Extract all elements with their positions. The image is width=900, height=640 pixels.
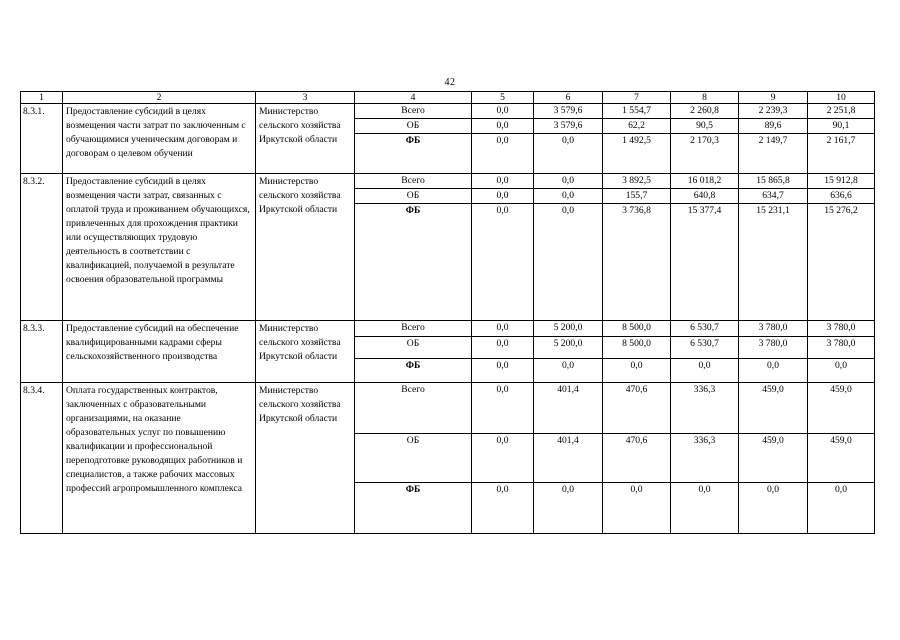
value-cell: 6 530,7 (671, 337, 739, 359)
value-cell: 0,0 (808, 359, 875, 383)
column-header: 6 (534, 92, 603, 104)
value-cell: 634,7 (739, 189, 808, 204)
column-header: 4 (355, 92, 472, 104)
value-cell: 15 865,8 (739, 174, 808, 189)
value-cell: 0,0 (603, 483, 671, 534)
value-cell: 636,6 (808, 189, 875, 204)
value-cell: 0,0 (534, 174, 603, 189)
measure-name: Оплата государственных контрактов, заключенных с образовательными организациями, на оказание образовательных услуг по повышению квалификации и профессиональной переподготовке руководящих работников и специалистов, а также рабочих массовых профессий агропромышленного комплекса (63, 383, 256, 534)
value-cell: 3 780,0 (739, 337, 808, 359)
column-header: 3 (256, 92, 355, 104)
value-cell: 3 780,0 (808, 321, 875, 337)
value-cell: 90,1 (808, 119, 875, 134)
value-cell: 3 780,0 (739, 321, 808, 337)
value-cell: 640,8 (671, 189, 739, 204)
funding-source: ОБ (355, 434, 472, 483)
column-header: 8 (671, 92, 739, 104)
value-cell: 8 500,0 (603, 337, 671, 359)
value-cell: 0,0 (472, 383, 534, 434)
value-cell: 0,0 (739, 483, 808, 534)
value-cell: 2 161,7 (808, 134, 875, 174)
value-cell: 155,7 (603, 189, 671, 204)
responsible-org: Министерство сельского хозяйства Иркутской области (256, 321, 355, 383)
value-cell: 15 377,4 (671, 204, 739, 321)
measure-code: 8.3.2. (21, 174, 63, 321)
funding-source: Всего (355, 104, 472, 119)
value-cell: 336,3 (671, 434, 739, 483)
value-cell: 1 554,7 (603, 104, 671, 119)
table-row (21, 383, 875, 434)
measure-name: Предоставление субсидий на обеспечение квалифицированными кадрами сферы сельскохозяйственного производства (63, 321, 256, 383)
value-cell: 0,0 (472, 434, 534, 483)
funding-source: ОБ (355, 337, 472, 359)
funding-source: ОБ (355, 189, 472, 204)
value-cell: 3 579,6 (534, 104, 603, 119)
value-cell: 3 736,8 (603, 204, 671, 321)
value-cell: 459,0 (808, 383, 875, 434)
value-cell: 459,0 (739, 383, 808, 434)
value-cell: 16 018,2 (671, 174, 739, 189)
value-cell: 2 170,3 (671, 134, 739, 174)
value-cell: 0,0 (472, 119, 534, 134)
funding-source: Всего (355, 383, 472, 434)
column-header: 5 (472, 92, 534, 104)
value-cell: 401,4 (534, 434, 603, 483)
value-cell: 15 231,1 (739, 204, 808, 321)
value-cell: 0,0 (603, 359, 671, 383)
value-cell: 0,0 (808, 483, 875, 534)
funding-source: ОБ (355, 119, 472, 134)
value-cell: 0,0 (472, 189, 534, 204)
column-header: 2 (63, 92, 256, 104)
measure-code: 8.3.4. (21, 383, 63, 534)
value-cell: 15 276,2 (808, 204, 875, 321)
funding-source: ФБ (355, 359, 472, 383)
value-cell: 3 579,6 (534, 119, 603, 134)
measure-code: 8.3.3. (21, 321, 63, 383)
measure-name: Предоставление субсидий в целях возмещения части затрат по заключенным с обучающимися ученическим договорам и договорам о целевом обучении (63, 104, 256, 174)
value-cell: 470,6 (603, 383, 671, 434)
table-row (21, 321, 875, 337)
value-cell: 0,0 (534, 189, 603, 204)
value-cell: 0,0 (739, 359, 808, 383)
funding-source: Всего (355, 321, 472, 337)
value-cell: 0,0 (671, 483, 739, 534)
column-number-row (21, 92, 875, 104)
value-cell: 2 149,7 (739, 134, 808, 174)
value-cell: 15 912,8 (808, 174, 875, 189)
table-row (21, 174, 875, 189)
value-cell: 8 500,0 (603, 321, 671, 337)
value-cell: 0,0 (472, 174, 534, 189)
funding-source: ФБ (355, 204, 472, 321)
value-cell: 3 780,0 (808, 337, 875, 359)
responsible-org: Министерство сельского хозяйства Иркутской области (256, 104, 355, 174)
responsible-org: Министерство сельского хозяйства Иркутской области (256, 383, 355, 534)
value-cell: 0,0 (472, 321, 534, 337)
funding-source: Всего (355, 174, 472, 189)
column-header: 9 (739, 92, 808, 104)
value-cell: 0,0 (534, 204, 603, 321)
column-header: 7 (603, 92, 671, 104)
value-cell: 0,0 (534, 134, 603, 174)
value-cell: 1 492,5 (603, 134, 671, 174)
value-cell: 336,3 (671, 383, 739, 434)
column-header: 1 (21, 92, 63, 104)
value-cell: 401,4 (534, 383, 603, 434)
value-cell: 470,6 (603, 434, 671, 483)
value-cell: 0,0 (472, 134, 534, 174)
value-cell: 5 200,0 (534, 321, 603, 337)
value-cell: 62,2 (603, 119, 671, 134)
table-row (21, 104, 875, 119)
value-cell: 90,5 (671, 119, 739, 134)
value-cell: 6 530,7 (671, 321, 739, 337)
value-cell: 89,6 (739, 119, 808, 134)
value-cell: 0,0 (472, 359, 534, 383)
funding-source: ФБ (355, 134, 472, 174)
value-cell: 0,0 (472, 483, 534, 534)
value-cell: 0,0 (534, 483, 603, 534)
value-cell: 5 200,0 (534, 337, 603, 359)
value-cell: 0,0 (472, 204, 534, 321)
value-cell: 0,0 (472, 104, 534, 119)
value-cell: 459,0 (739, 434, 808, 483)
measure-code: 8.3.1. (21, 104, 63, 174)
responsible-org: Министерство сельского хозяйства Иркутской области (256, 174, 355, 321)
value-cell: 2 251,8 (808, 104, 875, 119)
column-header: 10 (808, 92, 875, 104)
budget-table (20, 91, 875, 534)
value-cell: 2 260,8 (671, 104, 739, 119)
measure-name: Предоставление субсидий в целях возмещения части затрат, связанных с оплатой труда и проживанием обучающихся, привлеченных для прохождения практики или осуществляющих трудовую деятельность в соответствии с квалификацией, получаемой в результате освоения образовательной программы (63, 174, 256, 321)
table-body (21, 104, 875, 534)
value-cell: 0,0 (534, 359, 603, 383)
value-cell: 0,0 (671, 359, 739, 383)
value-cell: 0,0 (472, 337, 534, 359)
page-number: 42 (444, 77, 456, 88)
value-cell: 3 892,5 (603, 174, 671, 189)
value-cell: 2 239,3 (739, 104, 808, 119)
funding-source: ФБ (355, 483, 472, 534)
value-cell: 459,0 (808, 434, 875, 483)
